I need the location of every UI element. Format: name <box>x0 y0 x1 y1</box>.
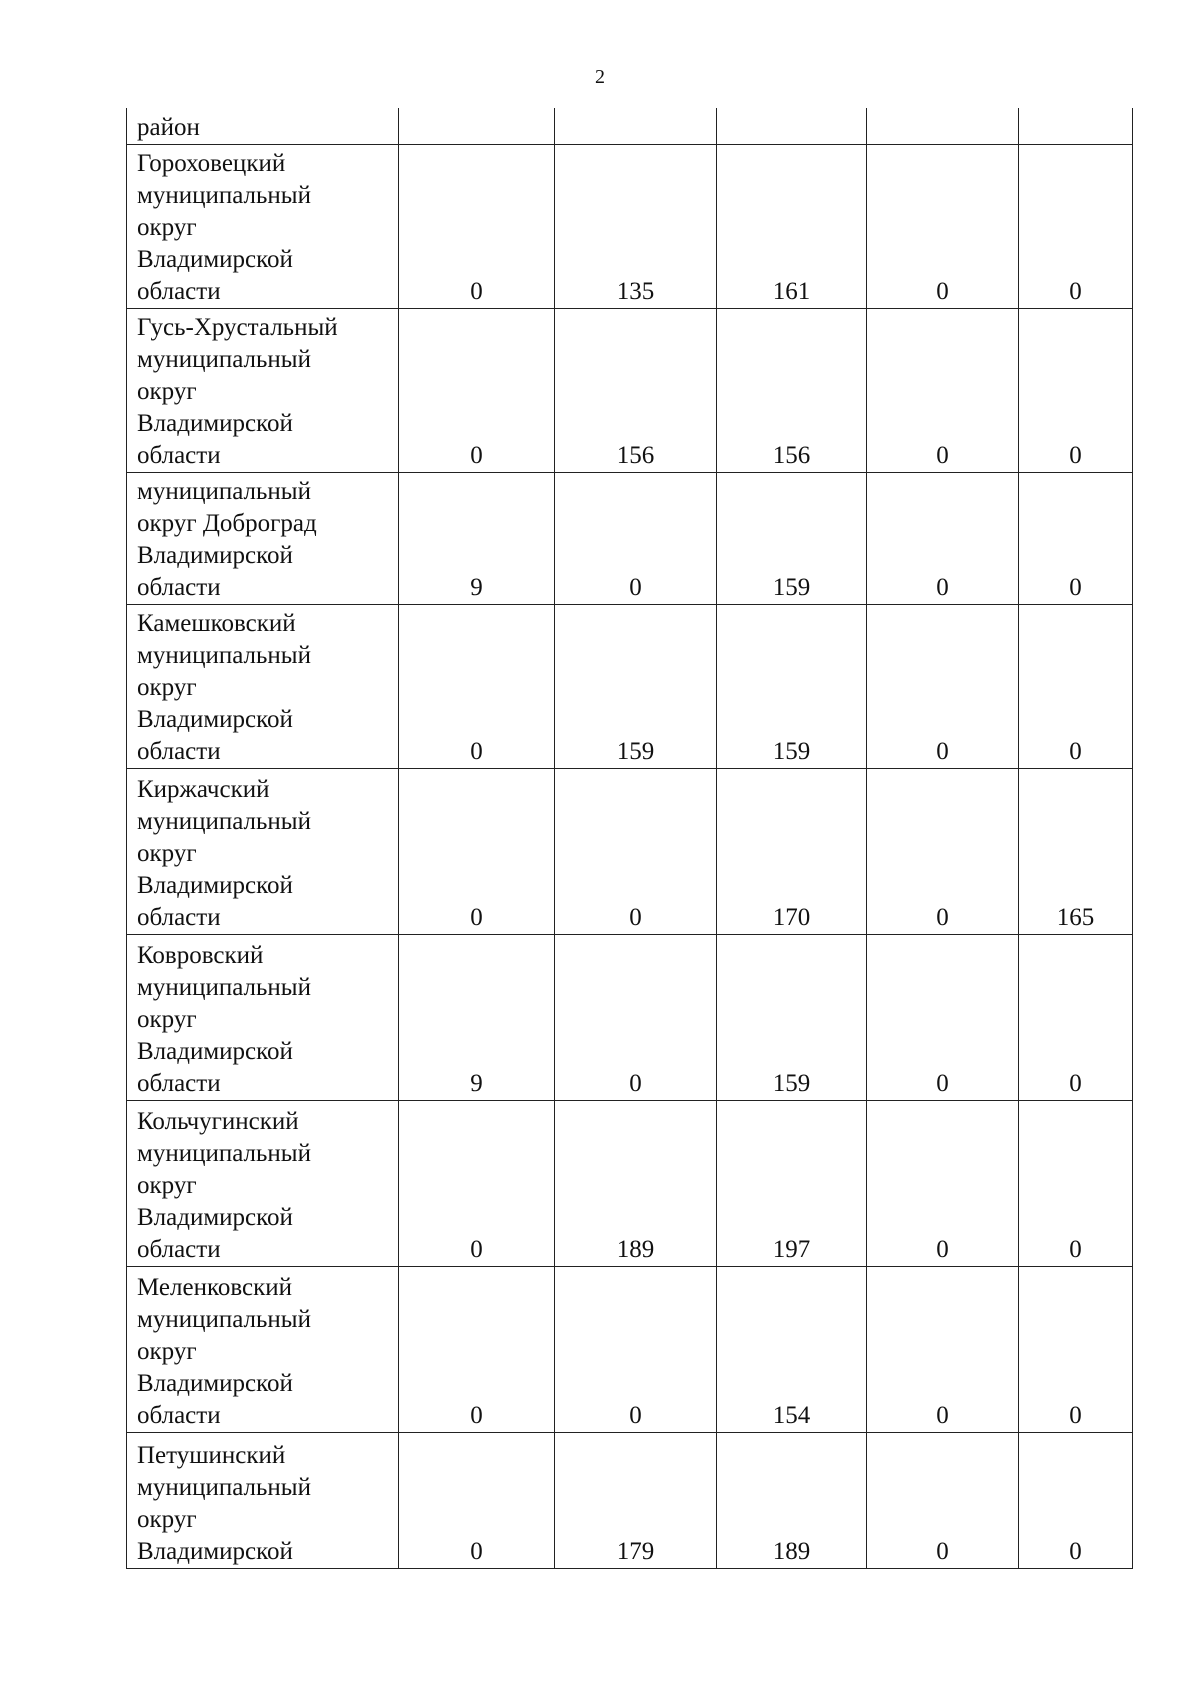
value-cell: 0 <box>1019 604 1133 768</box>
value-cell: 189 <box>555 1100 717 1266</box>
data-table <box>126 108 1133 1569</box>
municipality-name: Кольчугинский муниципальный округ Владимирской области <box>127 1100 399 1266</box>
municipality-name: район <box>127 108 399 144</box>
table-row <box>127 472 1133 604</box>
value-cell <box>717 108 867 144</box>
table-row <box>127 1432 1133 1568</box>
value-cell: 0 <box>867 604 1019 768</box>
table-row <box>127 604 1133 768</box>
value-cell: 0 <box>399 604 555 768</box>
value-cell: 0 <box>1019 1266 1133 1432</box>
value-cell: 161 <box>717 144 867 308</box>
value-cell: 0 <box>867 308 1019 472</box>
value-cell: 159 <box>717 472 867 604</box>
municipality-name: Гусь-Хрустальный муниципальный округ Владимирской области <box>127 308 399 472</box>
value-cell: 156 <box>555 308 717 472</box>
municipality-name: муниципальный округ Доброград Владимирской области <box>127 472 399 604</box>
value-cell: 0 <box>555 768 717 934</box>
value-cell: 159 <box>717 934 867 1100</box>
value-cell: 9 <box>399 934 555 1100</box>
value-cell <box>555 108 717 144</box>
municipality-name: Петушинский муниципальный округ Владимирской <box>127 1432 399 1568</box>
table-row <box>127 108 1133 144</box>
value-cell: 0 <box>1019 934 1133 1100</box>
value-cell: 0 <box>399 1100 555 1266</box>
value-cell: 189 <box>717 1432 867 1568</box>
value-cell: 154 <box>717 1266 867 1432</box>
value-cell: 0 <box>1019 472 1133 604</box>
table-row <box>127 144 1133 308</box>
table-row <box>127 1266 1133 1432</box>
page-number: 2 <box>595 66 605 88</box>
value-cell: 0 <box>399 768 555 934</box>
value-cell: 0 <box>867 472 1019 604</box>
value-cell: 135 <box>555 144 717 308</box>
municipality-name: Камешковский муниципальный округ Владимирской области <box>127 604 399 768</box>
value-cell: 0 <box>867 1100 1019 1266</box>
value-cell: 0 <box>399 144 555 308</box>
table-row <box>127 1100 1133 1266</box>
value-cell: 0 <box>399 1266 555 1432</box>
value-cell: 197 <box>717 1100 867 1266</box>
value-cell <box>867 108 1019 144</box>
value-cell: 0 <box>555 472 717 604</box>
value-cell: 156 <box>717 308 867 472</box>
municipality-name: Киржачский муниципальный округ Владимирской области <box>127 768 399 934</box>
municipality-name: Гороховецкий муниципальный округ Владимирской области <box>127 144 399 308</box>
table-row <box>127 768 1133 934</box>
value-cell: 0 <box>867 1432 1019 1568</box>
value-cell <box>399 108 555 144</box>
value-cell: 0 <box>867 1266 1019 1432</box>
value-cell <box>1019 108 1133 144</box>
value-cell: 0 <box>399 308 555 472</box>
municipality-name: Ковровский муниципальный округ Владимирской области <box>127 934 399 1100</box>
value-cell: 0 <box>555 934 717 1100</box>
value-cell: 0 <box>399 1432 555 1568</box>
value-cell: 159 <box>717 604 867 768</box>
table-row <box>127 934 1133 1100</box>
value-cell: 159 <box>555 604 717 768</box>
municipality-name: Меленковский муниципальный округ Владимирской области <box>127 1266 399 1432</box>
value-cell: 165 <box>1019 768 1133 934</box>
value-cell: 0 <box>867 768 1019 934</box>
value-cell: 0 <box>555 1266 717 1432</box>
table-row <box>127 308 1133 472</box>
value-cell: 0 <box>1019 1100 1133 1266</box>
value-cell: 0 <box>867 934 1019 1100</box>
value-cell: 0 <box>867 144 1019 308</box>
value-cell: 0 <box>1019 144 1133 308</box>
value-cell: 0 <box>1019 1432 1133 1568</box>
value-cell: 179 <box>555 1432 717 1568</box>
value-cell: 0 <box>1019 308 1133 472</box>
value-cell: 9 <box>399 472 555 604</box>
value-cell: 170 <box>717 768 867 934</box>
